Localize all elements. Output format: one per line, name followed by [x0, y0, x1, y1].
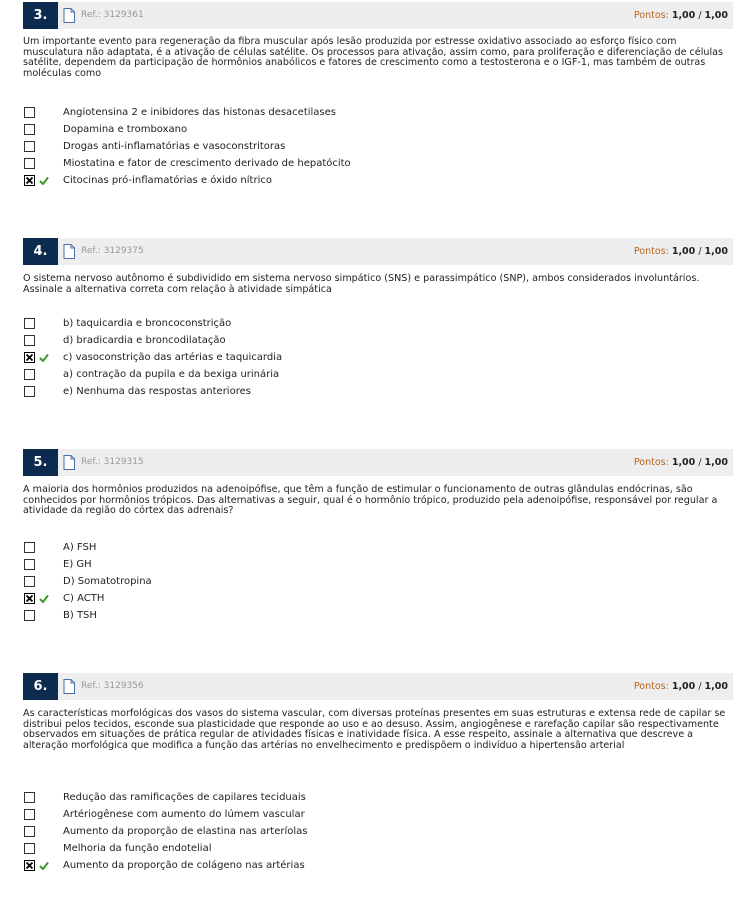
answer-option[interactable]	[23, 315, 723, 332]
answer-label: Citocinas pró-inflamatórias e óxido nítrico	[63, 175, 272, 186]
question-header	[23, 238, 733, 265]
answer-checkbox[interactable]	[24, 141, 35, 152]
points-display	[634, 673, 728, 700]
answer-label: a) contração da pupila e da bexiga urinária	[63, 369, 280, 380]
x-box-icon[interactable]	[24, 860, 35, 871]
question-number: 5.	[23, 449, 58, 476]
points-max: 1,00	[704, 10, 728, 21]
answer-label: A) FSH	[63, 542, 97, 553]
answer-checkbox[interactable]	[24, 809, 35, 820]
answer-checkbox[interactable]	[24, 369, 35, 380]
answer-option[interactable]	[23, 332, 723, 349]
points-max: 1,00	[704, 457, 728, 468]
points-value: 1,00	[671, 246, 696, 257]
answer-label: D) Somatotropina	[63, 576, 152, 587]
answer-checkbox[interactable]	[24, 843, 35, 854]
answer-label: b) taquicardia e broncoconstrição	[63, 318, 232, 329]
answer-label: C) ACTH	[63, 593, 105, 604]
answer-label: c) vasoconstrição das artérias e taquicardia	[63, 352, 283, 363]
answer-checkbox[interactable]	[24, 386, 35, 397]
question-text: O sistema nervoso autônomo é subdividido em sistema nervoso simpático (SNS) e parassimpático (SNP), ambos considerados involuntários. Assinale a alternativa correta com relação à atividade simpática	[23, 273, 700, 295]
answer-option[interactable]	[23, 366, 723, 383]
answer-label: B) TSH	[63, 610, 97, 621]
answer-option[interactable]	[23, 806, 723, 823]
answer-label: e) Nenhuma das respostas anteriores	[63, 386, 251, 397]
answer-checkbox[interactable]	[24, 158, 35, 169]
answer-options	[23, 315, 723, 400]
answer-option[interactable]	[23, 823, 723, 840]
question-text: A maioria dos hormônios produzidos na adenoipófise, que têm a função de estimular o funcionamento de outras glândulas endócrinas, são conhecidos por hormônios trópicos. Das alternativas a seguir, qual é o hormônio trópico, produzido pela adenoipófise, responsável por regular a atividade da região do córtex das adrenais?	[23, 484, 718, 517]
question-header	[23, 673, 733, 700]
checkmark-icon	[39, 353, 49, 362]
answer-checkbox[interactable]	[24, 107, 35, 118]
answer-option[interactable]	[23, 349, 723, 366]
answer-option[interactable]	[23, 172, 723, 189]
points-value: 1,00	[671, 10, 696, 21]
answer-options	[23, 539, 723, 624]
answer-option[interactable]	[23, 104, 723, 121]
answer-option[interactable]	[23, 857, 723, 874]
answer-option[interactable]	[23, 607, 723, 624]
answer-checkbox[interactable]	[24, 318, 35, 329]
answer-checkbox[interactable]	[24, 576, 35, 587]
points-label: Pontos:	[633, 246, 669, 257]
document-icon	[63, 244, 75, 259]
reference-link[interactable]: Ref.: 3129356	[81, 681, 144, 691]
answer-label: Dopamina e tromboxano	[63, 124, 188, 135]
x-box-icon[interactable]	[24, 175, 35, 186]
points-value: 1,00	[671, 457, 696, 468]
answer-checkbox[interactable]	[24, 542, 35, 553]
document-icon	[63, 679, 75, 694]
question-text: As características morfológicas dos vasos do sistema vascular, com diversas proteínas presentes em suas estruturas e extensa rede de capilar se distribui pelos tecidos, esconde sua plasticidade que responde ao uso e ao desuso. Assim, angiogênese e rarefação capilar são respectivamente observados em situações de prática regular de atividades físicas e inatividade física. A esse respeito, assinale a alternativa que descreve a alteração morfológica que modifica a função das artérias no envelhecimento e predispõem o indivíduo a hipertensão arterial	[23, 708, 726, 751]
points-label: Pontos:	[633, 457, 669, 468]
x-box-icon[interactable]	[24, 352, 35, 363]
points-separator: /	[698, 681, 702, 692]
answer-option[interactable]	[23, 539, 723, 556]
answer-checkbox[interactable]	[24, 559, 35, 570]
points-label: Pontos:	[633, 10, 669, 21]
question-header	[23, 2, 733, 29]
answer-label: Drogas anti-inflamatórias e vasoconstritoras	[63, 141, 286, 152]
answer-option[interactable]	[23, 840, 723, 857]
reference-link[interactable]: Ref.: 3129361	[81, 10, 144, 20]
question-number: 6.	[23, 673, 58, 700]
answer-label: Artériogênese com aumento do lúmem vascular	[63, 809, 305, 820]
points-separator: /	[698, 246, 702, 257]
points-display	[634, 2, 728, 29]
answer-option[interactable]	[23, 789, 723, 806]
checkmark-icon	[39, 594, 49, 603]
answer-label: d) bradicardia e broncodilatação	[63, 335, 226, 346]
checkmark-icon	[39, 861, 49, 870]
answer-options	[23, 104, 723, 189]
answer-option[interactable]	[23, 556, 723, 573]
question-number: 3.	[23, 2, 58, 29]
answer-option[interactable]	[23, 155, 723, 172]
points-max: 1,00	[704, 246, 728, 257]
answer-checkbox[interactable]	[24, 124, 35, 135]
answer-option[interactable]	[23, 590, 723, 607]
answer-checkbox[interactable]	[24, 610, 35, 621]
document-icon	[63, 8, 75, 23]
answer-label: Aumento da proporção de elastina nas arteríolas	[63, 826, 308, 837]
answer-option[interactable]	[23, 121, 723, 138]
question-number: 4.	[23, 238, 58, 265]
answer-label: E) GH	[63, 559, 92, 570]
checkmark-icon	[39, 176, 49, 185]
answer-checkbox[interactable]	[24, 792, 35, 803]
points-display	[634, 449, 728, 476]
answer-checkbox[interactable]	[24, 826, 35, 837]
question-text: Um importante evento para regeneração da fibra muscular após lesão produzida por estresse oxidativo associado ao esforço físico com musculatura não adaptata, é a ativação de células satélite. Os processos para ativação, assim como, para proliferação e diferenciação de células satélite, dependem da participação de hormônios anabólicos e fatores de crescimento como a testosterona e o IGF-1, mas também de outras moléculas como	[23, 36, 723, 79]
question-header	[23, 449, 733, 476]
points-display	[634, 238, 728, 265]
document-icon	[63, 455, 75, 470]
x-box-icon[interactable]	[24, 593, 35, 604]
answer-label: Angiotensina 2 e inibidores das histonas desacetilases	[63, 107, 337, 118]
answer-label: Miostatina e fator de crescimento derivado de hepatócito	[63, 158, 351, 169]
answer-option[interactable]	[23, 573, 723, 590]
reference-link[interactable]: Ref.: 3129315	[81, 457, 144, 467]
points-max: 1,00	[704, 681, 728, 692]
points-separator: /	[698, 457, 702, 468]
answer-label: Aumento da proporção de colágeno nas artérias	[63, 860, 305, 871]
points-label: Pontos:	[633, 681, 669, 692]
points-separator: /	[698, 10, 702, 21]
answer-options	[23, 789, 723, 874]
answer-checkbox[interactable]	[24, 335, 35, 346]
answer-option[interactable]	[23, 138, 723, 155]
answer-label: Redução das ramificações de capilares teciduais	[63, 792, 306, 803]
reference-link[interactable]: Ref.: 3129375	[81, 246, 144, 256]
answer-label: Melhoria da função endotelial	[63, 843, 212, 854]
answer-option[interactable]	[23, 383, 723, 400]
points-value: 1,00	[671, 681, 696, 692]
